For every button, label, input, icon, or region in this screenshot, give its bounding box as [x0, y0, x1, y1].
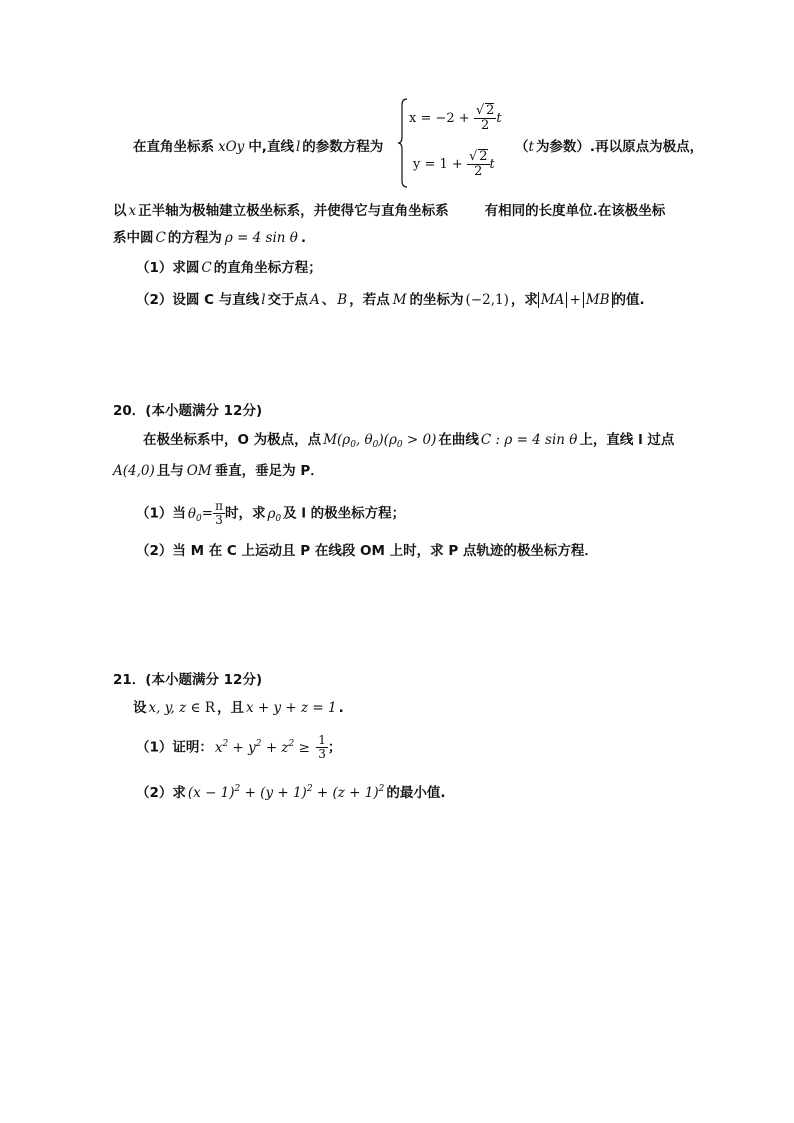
text: 有相同的长度单位.在该极坐标	[484, 203, 666, 219]
p19-q2	[136, 288, 645, 308]
parametric-system	[397, 97, 507, 189]
math-x: x	[128, 203, 137, 219]
text: 交于点	[267, 292, 309, 308]
denominator: 2	[480, 118, 490, 134]
text: 在曲线	[438, 432, 479, 448]
text: 及 l 的极坐标方程；	[283, 505, 406, 522]
p21-line-1	[133, 696, 344, 716]
text: 的直角坐标方程；	[213, 260, 322, 276]
p19-q1	[136, 256, 322, 276]
math-M: M	[392, 292, 407, 308]
equation-y	[409, 149, 495, 180]
text: ，且	[216, 700, 244, 716]
math-xoy: xOy	[218, 139, 245, 155]
p19-line-1-tail	[515, 135, 703, 155]
math-l: l	[261, 292, 266, 308]
text: 时，求	[224, 505, 266, 522]
text: 的坐标为	[409, 292, 464, 308]
math: x = −2 +	[409, 110, 470, 126]
denominator: 2	[474, 164, 483, 180]
text: 的最小值.	[386, 785, 446, 801]
text: 中,直线	[248, 139, 294, 155]
math-t: t	[496, 110, 502, 126]
p19-line-2	[113, 199, 665, 219]
sqrt-value: 2	[479, 149, 488, 164]
math-curve-C: C : ρ = 4 sin θ	[480, 432, 578, 448]
math-OM: OM	[186, 463, 212, 479]
fraction-pi-over-3: $\frac{\pi}{3}$	[215, 499, 223, 528]
math-vars: x, y, z ∈	[148, 700, 205, 716]
equation-x	[409, 103, 502, 134]
text: 、	[321, 292, 336, 308]
sqrt-value: 2	[486, 103, 495, 118]
p21-heading: 21．(本小题满分 12分)	[113, 672, 263, 688]
text: （1）求圆	[136, 260, 200, 276]
math-C: C	[155, 230, 166, 246]
p21-q1	[136, 734, 341, 761]
math-equals: =	[201, 505, 214, 522]
text: 设	[133, 700, 147, 716]
text: .	[300, 230, 307, 246]
text: 在极坐标系中，O 为极点，点	[143, 432, 322, 448]
math-point-M: $M(\rho_0$, $\theta_0)(\rho_0 > 0)$	[323, 432, 437, 450]
p20-q2: （2）当 M 在 C 上运动且 P 在线段 OM 上时，求 P 点轨迹的极坐标方程．	[136, 543, 598, 559]
brace-icon	[397, 97, 409, 189]
text: ，若点	[349, 292, 390, 308]
math-C: C	[201, 260, 212, 276]
text: 的值.	[612, 292, 645, 308]
p21-q2	[136, 781, 445, 801]
math-point-A: A(4,0)	[113, 463, 155, 479]
text: ，求	[510, 292, 538, 308]
math-plus: +	[569, 292, 581, 308]
p20-q1	[136, 500, 405, 527]
p20-line-2	[113, 459, 324, 479]
math-B: B	[337, 292, 348, 308]
text: 垂直，垂足为 P．	[214, 463, 324, 479]
text: （1）证明：	[136, 739, 213, 756]
math-sum-of-squares: $(x - 1)^2 + (y + 1)^2 + (z + 1)^2$	[187, 784, 385, 801]
math-abs-MA: MA	[538, 292, 568, 308]
math-polar-equation: ρ = 4 sin θ	[224, 230, 298, 246]
fraction: $\frac{√ 2}{2}$	[475, 103, 495, 134]
math-point: (−2,1)	[465, 292, 509, 308]
text: 的参数方程为	[302, 139, 384, 155]
fraction: $\frac{√ 2}{2}$	[468, 149, 488, 180]
text: .	[338, 700, 344, 716]
math-A: A	[310, 292, 320, 308]
math-t: t	[489, 156, 495, 172]
text: 的方程为	[167, 230, 222, 246]
math-theta0: $\theta_0$	[187, 505, 202, 524]
text: （2）设圆 C 与直线	[136, 292, 260, 308]
text: 正半轴为极轴建立极坐标系，并使得它与直角坐标系	[138, 203, 449, 219]
p20-line-1	[143, 428, 674, 450]
math-inequality: $x^2 + y^2 + z^2$ ≥	[214, 738, 315, 756]
text: ；	[327, 739, 342, 756]
fraction-one-third: $\frac{1}{3}$	[318, 733, 326, 762]
text: 系中圆	[113, 230, 154, 246]
math-rho0: $\rho_0$	[267, 505, 282, 524]
math-t: t	[528, 139, 534, 155]
text: 在直角坐标系	[133, 139, 214, 155]
text: （2）求	[136, 785, 186, 801]
p19-line-1	[133, 135, 383, 155]
text: 且与	[156, 463, 184, 479]
text: （	[515, 139, 529, 155]
p19-line-3	[113, 226, 306, 246]
math-R: R	[204, 700, 215, 716]
text: 为参数）.再以原点为极点，	[535, 139, 704, 155]
text: 以	[113, 203, 127, 219]
math-l: l	[295, 139, 301, 155]
math: y = 1 +	[413, 156, 463, 172]
math-abs-MB: MB	[583, 292, 613, 308]
p20-heading: 20．(本小题满分 12分)	[113, 403, 263, 419]
text: 上，直线 l 过点	[579, 432, 675, 448]
math-sum-equation: x + y + z = 1	[245, 700, 337, 716]
text: （1）当	[136, 505, 186, 522]
